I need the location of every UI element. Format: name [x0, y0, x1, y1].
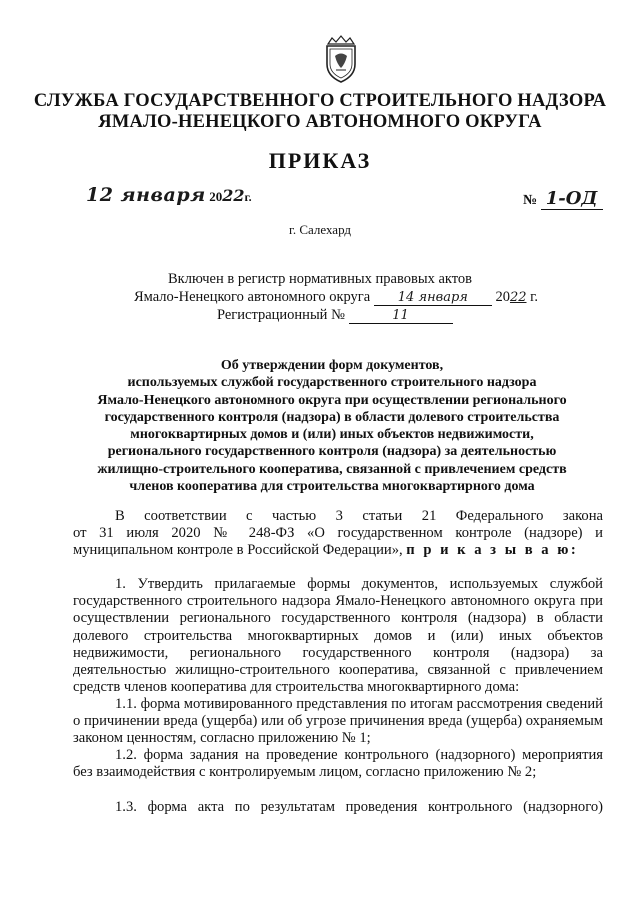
- handwritten-number: 1-ОД: [541, 188, 603, 210]
- year-prefix: 20: [209, 189, 223, 204]
- registry-line1: Включен в регистр нормативных правовых актов: [168, 271, 472, 287]
- year-suffix: г.: [244, 190, 252, 204]
- org-name-line1: СЛУЖБА ГОСУДАРСТВЕННОГО СТРОИТЕЛЬНОГО НАДЗОРА: [33, 91, 607, 111]
- handwritten-year: 22: [222, 186, 245, 205]
- subject-line: Ямало-Ненецкого автономного округа при осуществлении регионального: [97, 392, 567, 408]
- preamble-line: В соответствии с частью 3 статьи 21 Федерального закона: [115, 508, 603, 524]
- item-1-3: 1.3. форма акта по результатам проведения контрольного (надзорного): [115, 799, 603, 815]
- preamble-line: от 31 июля 2020 № 248-ФЗ «О государственном контроле (надзоре) и: [73, 525, 603, 542]
- subject-line: Об утверждении форм документов,: [220, 358, 444, 373]
- preamble: [73, 508, 603, 560]
- preamble-line: [73, 542, 603, 559]
- subject-line: жилищно-строительного кооператива, связанной с привлечением средств: [97, 461, 567, 477]
- registry-handwritten-number: 11: [349, 308, 453, 324]
- document-type-title: ПРИКАЗ: [268, 148, 372, 173]
- item-1-2: 1.2. форма задания на проведение контрольного (надзорного) мероприятия без взаимодействия с контролируемым лицом, согласно приложению № 2;: [73, 747, 603, 781]
- registry-handwritten-date: 14 января: [374, 290, 492, 306]
- coat-of-arms-emblem: [322, 34, 360, 84]
- org-name-line2: ЯМАЛО-НЕНЕЦКОГО АВТОНОМНОГО ОКРУГА: [98, 112, 542, 132]
- registry-year-suffix: г.: [530, 289, 539, 305]
- registry-year-prefix: 20: [495, 289, 510, 305]
- handwritten-date: 12 января: [86, 184, 206, 206]
- subject-line: государственного контроля (надзора) в области долевого строительства: [104, 409, 560, 425]
- subject-line: используемых службой государственного строительного надзора: [127, 375, 537, 391]
- registry-line2: [134, 289, 538, 306]
- city: г. Салехард: [288, 222, 352, 237]
- preamble-text: муниципальном контроле в Российской Федерации»,: [73, 542, 403, 559]
- order-date: [86, 184, 252, 206]
- item-1: 1. Утвердить прилагаемые формы документов, используемых службой государственного строительного надзора Ямало-Ненецкого автономного округа при осуществлении регионального государственного контроля (надзора) в области долевого строительства многоквартирных домов и (или) иных объектов недвижимости, регионального государственного контроля (надзора) за деятельностью жилищно-строительного кооператива, связанной с привлечением средств членов кооператива для строительства многоквартирного дома:: [73, 576, 603, 696]
- registry-handwritten-year: 22: [509, 290, 527, 305]
- number-label: №: [523, 193, 538, 208]
- registry-region: Ямало-Ненецкого автономного округа: [134, 289, 371, 305]
- document-subject: [80, 357, 584, 495]
- order-number: [523, 188, 603, 210]
- order-keyword: п р и к а з ы в а ю:: [406, 542, 579, 559]
- subject-line: членов кооператива для строительства многоквартирного дома: [129, 479, 535, 495]
- item-1-1: 1.1. форма мотивированного представления по итогам рассмотрения сведений о причинении вреда (ущерба) или об угрозе причинения вреда (ущерба) охраняемым законом ценностям, согласно приложению № 1;: [73, 696, 603, 747]
- subject-line: регионального государственного контроля (надзора) за деятельностью: [107, 444, 557, 460]
- registry-number-label: Регистрационный №: [217, 307, 345, 323]
- registry-line3: [217, 307, 453, 324]
- subject-line: многоквартирных домов и (или) иных объектов недвижимости,: [130, 427, 534, 443]
